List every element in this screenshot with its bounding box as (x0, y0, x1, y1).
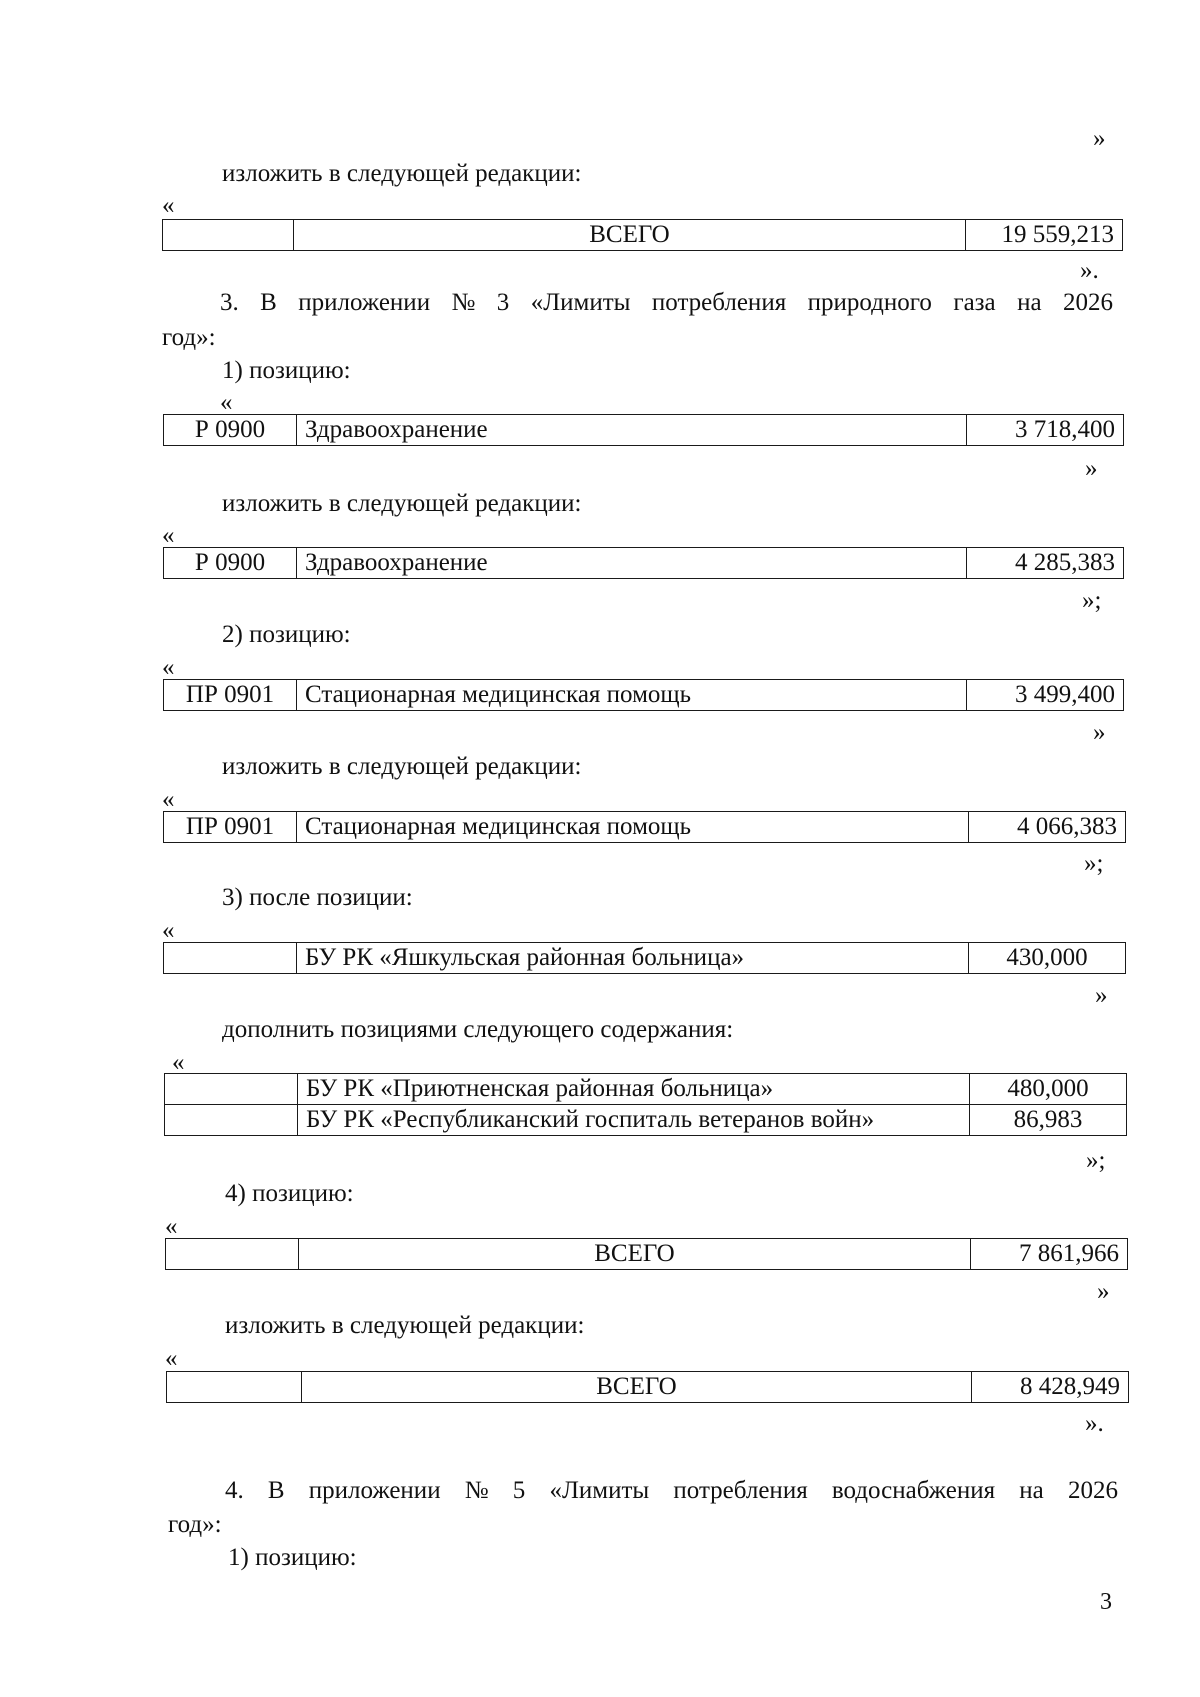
cell-value: 7 861,966 (971, 1239, 1128, 1270)
item-2-label: 2) позицию: (222, 621, 351, 648)
cell-value: 8 428,949 (972, 1372, 1129, 1403)
section-4-intro: 4. В приложении № 5 «Лимиты потребления водоснабжения на 2026 (225, 1477, 1118, 1504)
opening-quote: « (162, 654, 175, 681)
cell-name: ВСЕГО (302, 1372, 972, 1403)
cell-code: ПР 0901 (164, 812, 297, 843)
table-row (163, 220, 1123, 251)
cell-code: Р 0900 (164, 548, 297, 579)
item-1-label: 1) позицию: (222, 357, 351, 384)
table-row (165, 1074, 1127, 1105)
cell-name: ВСЕГО (299, 1239, 971, 1270)
closing-quote-dot: ». (1080, 257, 1099, 284)
closing-quote: » (1095, 982, 1108, 1009)
closing-quote-semi: »; (1084, 850, 1104, 877)
item-4-label: 4) позицию: (225, 1180, 354, 1207)
cell-value: 19 559,213 (966, 220, 1123, 251)
cell-name: Стационарная медицинская помощь (297, 680, 967, 711)
replace-phrase: изложить в следующей редакции: (222, 753, 582, 780)
cell-name: БУ РК «Приютненская районная больница» (298, 1074, 970, 1105)
page-number: 3 (1100, 1589, 1112, 1615)
opening-quote: « (162, 192, 175, 219)
table-item-3-old (163, 942, 1126, 974)
replace-phrase: изложить в следующей редакции: (225, 1312, 585, 1339)
cell-code (163, 220, 294, 251)
cell-code: ПР 0901 (164, 680, 297, 711)
section-4-intro-tail: год»: (168, 1511, 222, 1538)
table-item-1-old (163, 414, 1124, 446)
cell-value: 86,983 (970, 1105, 1127, 1136)
cell-code (167, 1372, 302, 1403)
opening-quote: « (162, 786, 175, 813)
opening-quote: « (165, 1345, 178, 1372)
table-row (164, 943, 1126, 974)
table-row (164, 812, 1126, 843)
section-4-item-1-label: 1) позицию: (228, 1544, 357, 1571)
cell-name: Здравоохранение (297, 415, 967, 446)
cell-value: 430,000 (969, 943, 1126, 974)
table-item-1-new (163, 547, 1124, 579)
cell-value: 4 066,383 (969, 812, 1126, 843)
opening-quote: « (172, 1049, 185, 1076)
opening-quote: « (220, 389, 233, 416)
cell-value: 3 499,400 (967, 680, 1124, 711)
item-3-label: 3) после позиции: (222, 884, 413, 911)
section-3-intro-tail: год»: (162, 324, 216, 351)
opening-quote: « (162, 917, 175, 944)
closing-quote: » (1085, 455, 1098, 482)
cell-value: 4 285,383 (967, 548, 1124, 579)
cell-code (165, 1105, 298, 1136)
closing-quote-dot: ». (1085, 1410, 1104, 1437)
opening-quote: « (162, 522, 175, 549)
table-row (167, 1372, 1129, 1403)
add-positions-phrase: дополнить позициями следующего содержания: (222, 1016, 734, 1043)
table-row (166, 1239, 1128, 1270)
opening-quote: « (165, 1213, 178, 1240)
table-row (164, 680, 1124, 711)
table-total-new (162, 219, 1123, 251)
cell-value: 3 718,400 (967, 415, 1124, 446)
table-row (165, 1105, 1127, 1136)
cell-name: Здравоохранение (297, 548, 967, 579)
section-3-intro: 3. В приложении № 3 «Лимиты потребления природного газа на 2026 (220, 289, 1113, 316)
cell-name: Стационарная медицинская помощь (297, 812, 969, 843)
cell-code (164, 943, 297, 974)
replace-phrase: изложить в следующей редакции: (222, 490, 582, 517)
table-item-4-old (165, 1238, 1128, 1270)
table-item-2-new (163, 811, 1126, 843)
table-row (164, 548, 1124, 579)
closing-quote-semi: »; (1082, 587, 1102, 614)
table-item-4-new (166, 1371, 1129, 1403)
table-row (164, 415, 1124, 446)
cell-code (166, 1239, 299, 1270)
closing-quote: » (1097, 1278, 1110, 1305)
closing-quote: » (1093, 719, 1106, 746)
cell-name: ВСЕГО (294, 220, 966, 251)
table-item-3-added (164, 1073, 1127, 1136)
table-item-2-old (163, 679, 1124, 711)
closing-quote: » (1093, 125, 1106, 152)
replace-phrase: изложить в следующей редакции: (222, 160, 582, 187)
cell-value: 480,000 (970, 1074, 1127, 1105)
cell-name: БУ РК «Яшкульская районная больница» (297, 943, 969, 974)
cell-code (165, 1074, 298, 1105)
closing-quote-semi: »; (1086, 1147, 1106, 1174)
cell-code: Р 0900 (164, 415, 297, 446)
cell-name: БУ РК «Республиканский госпиталь ветеранов войн» (298, 1105, 970, 1136)
